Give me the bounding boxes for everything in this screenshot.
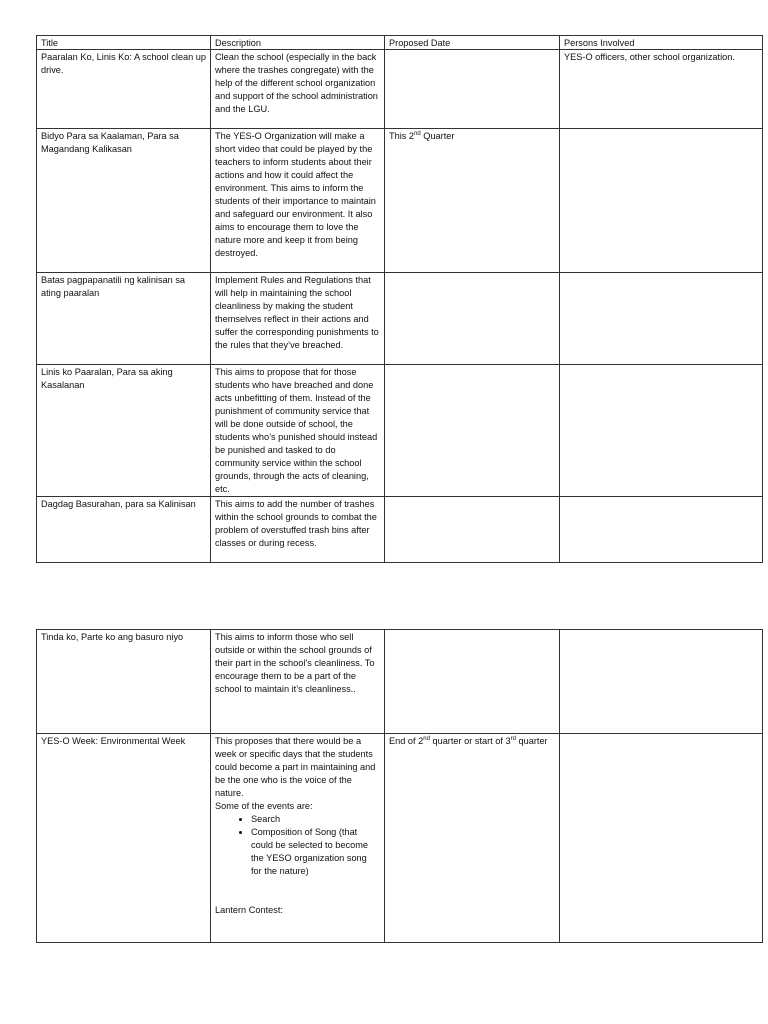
row-proposed-date: End of 2nd quarter or start of 3rd quarter bbox=[385, 734, 560, 943]
header-description: Description bbox=[211, 36, 385, 50]
row-description: This aims to add the number of trashes within the school grounds to combat the problem of overstuffed trash bins after classes or during recess. bbox=[211, 497, 385, 563]
table-row bbox=[37, 50, 763, 129]
events-intro: Some of the events are: bbox=[215, 801, 313, 811]
extra-event: Lantern Contest: bbox=[215, 905, 283, 915]
row-description: Implement Rules and Regulations that will help in maintaining the school cleanliness by making the student themselves reflect in their actions and suffer the corresponding punishments to the rules that they’ve breached. bbox=[211, 273, 385, 365]
list-item: • Composition of Song (that could be selected to become the YESO organization song for the nature) bbox=[251, 826, 380, 878]
header-persons-involved: Persons Involved bbox=[560, 36, 763, 50]
table-row bbox=[37, 497, 763, 563]
row-description bbox=[211, 734, 385, 943]
row-title: Batas pagpapanatili ng kalinisan sa ating paaralan bbox=[37, 273, 211, 365]
events-list bbox=[215, 813, 380, 878]
table-row bbox=[37, 630, 763, 734]
row-title: Dagdag Basurahan, para sa Kalinisan bbox=[37, 497, 211, 563]
row-title: Paaralan Ko, Linis Ko: A school clean up drive. bbox=[37, 50, 211, 129]
header-proposed-date: Proposed Date bbox=[385, 36, 560, 50]
proposals-table-2 bbox=[36, 629, 763, 943]
row-proposed-date bbox=[385, 497, 560, 563]
row-proposed-date bbox=[385, 50, 560, 129]
row-title: YES-O Week: Environmental Week bbox=[37, 734, 211, 943]
row-title: Linis ko Paaralan, Para sa aking Kasalanan bbox=[37, 365, 211, 497]
row-persons-involved: YES-O officers, other school organization. bbox=[560, 50, 763, 129]
row-persons-involved bbox=[560, 630, 763, 734]
row-proposed-date: This 2nd Quarter bbox=[385, 129, 560, 273]
table-row bbox=[37, 365, 763, 497]
table-header-row bbox=[37, 36, 763, 50]
row-description: This aims to inform those who sell outside or within the school grounds of their part in the school’s cleanliness. To encourage them to be a part of the school to maintain it’s cleanliness.. bbox=[211, 630, 385, 734]
table-row bbox=[37, 129, 763, 273]
row-proposed-date bbox=[385, 273, 560, 365]
row-proposed-date bbox=[385, 365, 560, 497]
proposals-table-1 bbox=[36, 35, 763, 563]
row-persons-involved bbox=[560, 734, 763, 943]
row-title: Bidyo Para sa Kaalaman, Para sa Magandang Kalikasan bbox=[37, 129, 211, 273]
description-text: This proposes that there would be a week or specific days that the students could become a part in maintaining and be the one who is the voice of the nature. bbox=[215, 736, 376, 798]
header-title: Title bbox=[37, 36, 211, 50]
row-persons-involved bbox=[560, 365, 763, 497]
row-description: Clean the school (especially in the back where the trashes congregate) with the help of the different school organization and support of the school administration and the LGU. bbox=[211, 50, 385, 129]
row-proposed-date bbox=[385, 630, 560, 734]
table-row bbox=[37, 273, 763, 365]
row-persons-involved bbox=[560, 497, 763, 563]
row-title: Tinda ko, Parte ko ang basuro niyo bbox=[37, 630, 211, 734]
row-description: This aims to propose that for those students who have breached and done acts unbefitting of them. Instead of the punishment of community service that will be done outside of school, the students who’s punished should instead be punished and tasked to do community service within the school grounds, through the acts of cleaning, etc. bbox=[211, 365, 385, 497]
row-persons-involved bbox=[560, 129, 763, 273]
list-item: • Search bbox=[251, 813, 380, 826]
row-persons-involved bbox=[560, 273, 763, 365]
row-description: The YES-O Organization will make a short video that could be played by the teachers to inform students about their actions and how it could affect the environment. This aims to inform the students of their importance to maintain and safeguard our environment. It also aims to encourage them to love the nature more and keep it from being destroyed. bbox=[211, 129, 385, 273]
table-row bbox=[37, 734, 763, 943]
